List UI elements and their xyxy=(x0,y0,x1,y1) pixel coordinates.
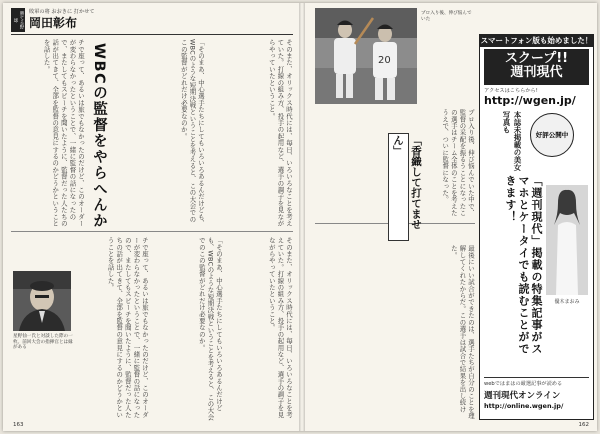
ad-promo-main: 「週刊現代」掲載の特集記事がスマホとケータイでも読むことができます！ xyxy=(504,175,543,355)
ad-footer-text: webではまはの厳選記事が読める xyxy=(484,381,563,387)
model-image xyxy=(546,185,588,295)
ad-footer-brand: 週刊現代オンライン xyxy=(484,391,561,401)
baseball-image xyxy=(315,8,417,104)
ad-promo-sub: 本誌未掲載の美女写真も xyxy=(502,111,522,171)
left-body-column: チで座って、あるいは旅でもなかったのだけど、このオーダーが変わらなかったということで、一緒に監督の話になったので、またしてもスピーチを聞いたように、監督だった人たちの話が出てきて、全部を監督の意見にするのかどうかということを話した。 xyxy=(42,39,85,227)
ad-url-label: アクセスはこちらから! xyxy=(484,88,538,94)
page-gutter xyxy=(299,3,305,431)
ad-logo-bottom: 週刊現代 xyxy=(510,65,563,80)
left-page-number: 163 xyxy=(13,422,24,428)
column-tag-small: 勝てる野球 xyxy=(13,11,24,29)
right-body-column: 最後にいい試合ができたのは、選手たちが自分のことを理解してくれたからだ。この選手は試合で結果を出し続けた。 xyxy=(449,245,475,420)
right-headline: 「香織して打てません」 xyxy=(392,135,422,230)
column-tag xyxy=(11,8,25,32)
left-body-column: チで座って、あるいは旅でもなかったのだけど、このオーダーが変わらなかったということで、一緒に監督の話になったので、またしてもスピーチを聞いたように、監督だった人たちの話が出てきて、全部を監督の意見にするのかどうかということを話した。 xyxy=(106,237,149,418)
left-body-column: そのまた、オリックス時代には、毎日、いろいろなことを考えていた。打線の組み方、投手の起用など、選手の調子を見ながらやっていたということ。 xyxy=(267,237,293,418)
smartphone-ad[interactable] xyxy=(479,34,594,420)
right-body-column: プロ入り後、伸び悩んでいた中で、監督の采配を振るうことになったこの選手はチーム全体のことを考えたうえで、ついに監督になった。 xyxy=(441,109,475,217)
model-photo xyxy=(546,185,588,295)
right-page-number: 162 xyxy=(578,422,589,428)
magazine-spread xyxy=(3,3,597,431)
ad-logo xyxy=(484,49,589,85)
left-body-column: そのまた、オリックス時代には、毎日、いろいろなことを考えていた。打線の組み方、投手の起用など、選手の調子を見ながらやっていたということ。 xyxy=(267,39,293,227)
left-headline: WBCの監督をやらへんか xyxy=(91,43,107,230)
photo-caption: プロ入り後、伸び悩んでいた xyxy=(421,11,472,22)
left-body-column: 「そのまあ、中心選手たちにしてもいろいろあるんだけども、WBCのような短期決戦ということを考えると、この大会でのこの監督がどれだけ必要なのか。 xyxy=(179,39,205,227)
ad-badge: 好評公開中 xyxy=(530,113,574,157)
ad-url[interactable]: http://wgen.jp/ xyxy=(484,94,576,107)
left-body-column: 「そのまあ、中心選手たちにしてもいろいろあるんだけども、WBCのような短期決戦ということを考えると、この大会でのこの監督がどれだけ必要なのか。 xyxy=(197,237,223,421)
photo-caption: 星野仙一氏と対談した際の一枚。前回大会の指揮官とは縁がある xyxy=(13,334,73,351)
column-subtitle: 敗軍の将 おおきに 打かせて xyxy=(29,9,95,15)
baseball-photo xyxy=(315,8,417,104)
author-name: 岡田彰布 xyxy=(29,16,78,30)
portrait-image xyxy=(13,271,71,331)
jersey-number: 20 xyxy=(378,55,391,66)
ad-banner: スマートフォン版も始めました！ xyxy=(480,36,593,45)
ad-footer-url[interactable]: http://online.wgen.jp/ xyxy=(484,402,564,410)
ad-logo-top: スクープ!! xyxy=(504,51,569,66)
model-name: 優木まおみ xyxy=(554,299,580,305)
portrait-photo xyxy=(13,271,71,331)
column-divider xyxy=(11,231,293,232)
right-headline-box xyxy=(388,133,422,241)
